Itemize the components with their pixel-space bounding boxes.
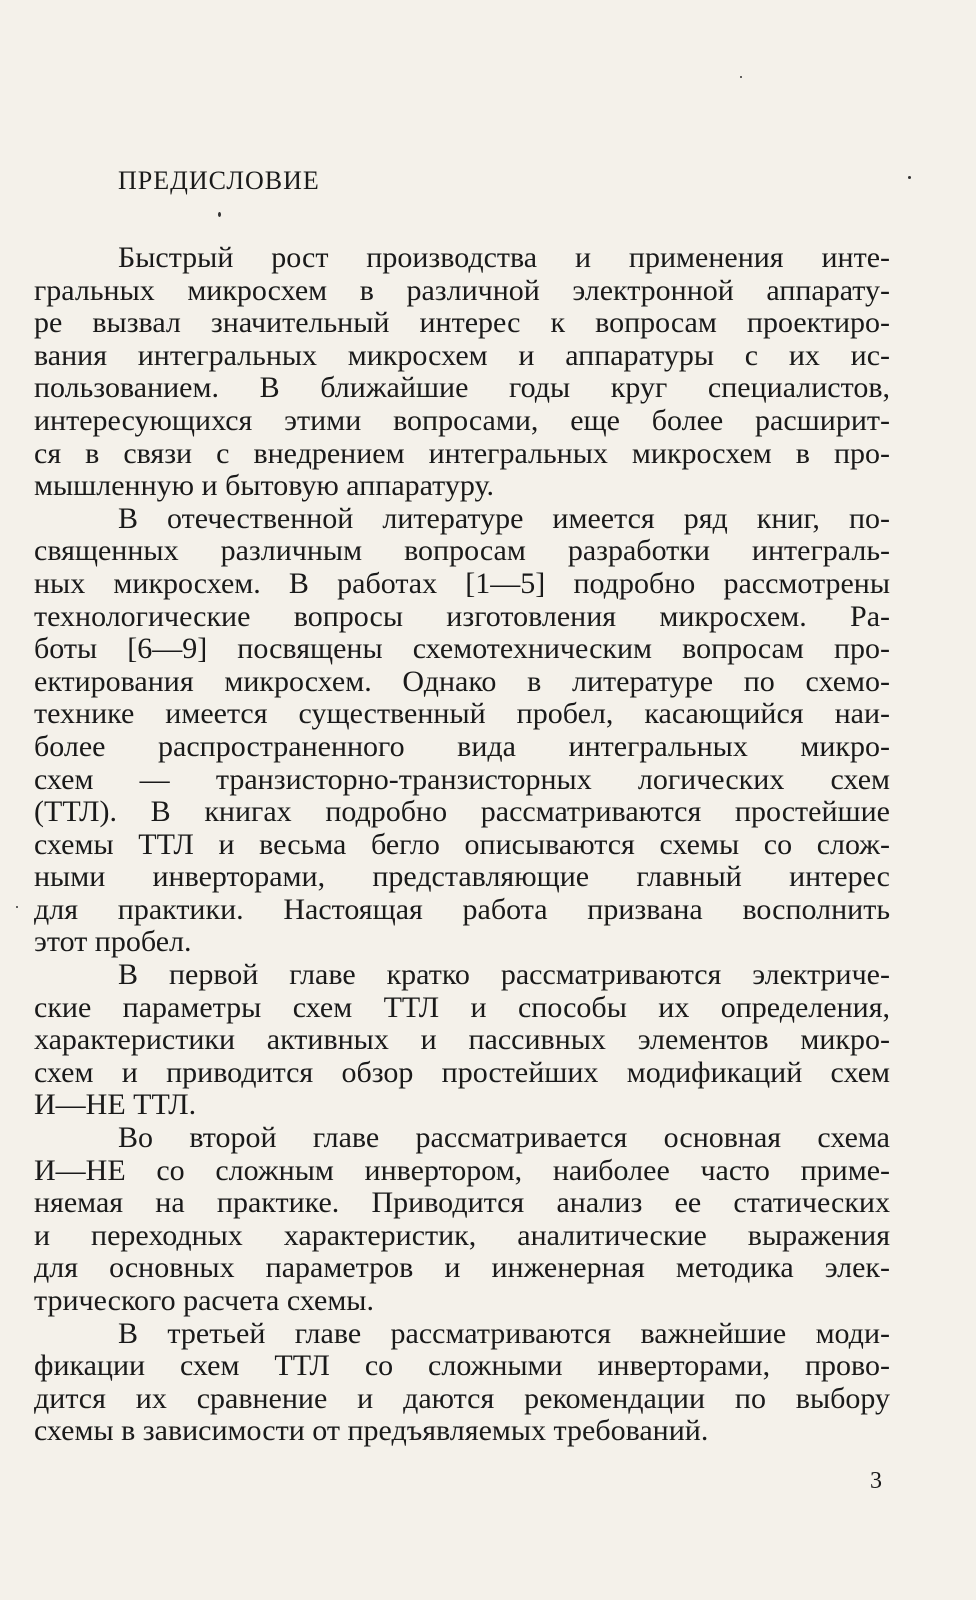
paragraph-2 xyxy=(34,503,890,959)
text-line: В первой главе кратко рассматриваются электриче- xyxy=(118,958,890,992)
text-line: ся в связи с внедрением интегральных микросхем в про- xyxy=(34,436,890,470)
text-line: мышленную и бытовую аппаратуру. xyxy=(34,469,494,503)
preface-text xyxy=(34,242,890,1448)
paragraph-3 xyxy=(34,959,890,1122)
paragraph-1 xyxy=(34,242,890,503)
text-line: священных различным вопросам разработки интеграль- xyxy=(34,534,890,568)
text-line: и переходных характеристик, аналитические выражения xyxy=(34,1218,890,1252)
print-speck xyxy=(908,176,911,179)
text-line: Быстрый рост производства и применения инте- xyxy=(118,241,890,274)
text-line: пользованием. В ближайшие годы круг специалистов, xyxy=(34,371,890,405)
text-line: этот пробел. xyxy=(34,925,192,959)
print-speck xyxy=(740,76,742,78)
text-line: фикации схем ТТЛ со сложными инверторами, прово- xyxy=(34,1349,890,1383)
text-line: ектирования микросхем. Однако в литературе по схемо- xyxy=(34,664,890,698)
text-line: (ТТЛ). В книгах подробно рассматриваются простейшие xyxy=(34,795,890,829)
page-heading: ПРЕДИСЛОВИЕ xyxy=(118,166,320,195)
text-line: И—НЕ со сложным инвертором, наиболее часто приме- xyxy=(34,1153,890,1187)
text-line: трического расчета схемы. xyxy=(34,1284,374,1317)
text-line: схем — транзисторно-транзисторных логических схем xyxy=(34,762,890,796)
text-line: схемы в зависимости от предъявляемых требований. xyxy=(34,1414,709,1448)
print-speck xyxy=(218,212,221,217)
text-line: технике имеется существенный пробел, касающийся наи- xyxy=(34,697,890,731)
text-line: В третьей главе рассматриваются важнейшие моди- xyxy=(118,1316,890,1350)
paragraph-5 xyxy=(34,1318,890,1448)
text-line: ре вызвал значительный интерес к вопросам проектиро- xyxy=(34,306,890,340)
text-line: схемы ТТЛ и весьма бегло описываются схемы со слож- xyxy=(34,827,890,861)
text-line: ных микросхем. В работах [1—5] подробно рассмотрены xyxy=(34,566,890,600)
text-line: схем и приводится обзор простейших модификаций схем xyxy=(34,1055,890,1089)
text-line: Во второй главе рассматривается основная схема xyxy=(118,1121,890,1155)
paragraph-4 xyxy=(34,1122,890,1318)
text-line: И—НЕ ТТЛ. xyxy=(34,1088,197,1122)
text-line: В отечественной литературе имеется ряд книг, по- xyxy=(118,501,890,535)
page-number: 3 xyxy=(870,1468,882,1494)
text-line: боты [6—9] посвящены схемотехническим вопросам про- xyxy=(34,632,890,666)
text-line: характеристики активных и пассивных элементов микро- xyxy=(34,1023,890,1057)
text-line: более распространенного вида интегральных микро- xyxy=(34,729,890,763)
text-line: для практики. Настоящая работа призвана восполнить xyxy=(34,892,890,926)
text-line: гральных микросхем в различной электронной аппарату- xyxy=(34,273,890,307)
text-line: няемая на практике. Приводится анализ ее статических xyxy=(34,1186,890,1220)
text-line: дится их сравнение и даются рекомендации по выбору xyxy=(34,1381,890,1415)
text-line: для основных параметров и инженерная методика элек- xyxy=(34,1251,890,1285)
text-line: вания интегральных микросхем и аппаратуры с их ис- xyxy=(34,338,890,372)
text-line: технологические вопросы изготовления микросхем. Ра- xyxy=(34,599,890,633)
print-speck xyxy=(16,906,18,908)
text-line: ными инверторами, представляющие главный интерес xyxy=(34,860,890,894)
text-line: интересующихся этими вопросами, еще более расширит- xyxy=(34,403,890,437)
text-line: ские параметры схем ТТЛ и способы их определения, xyxy=(34,990,890,1024)
